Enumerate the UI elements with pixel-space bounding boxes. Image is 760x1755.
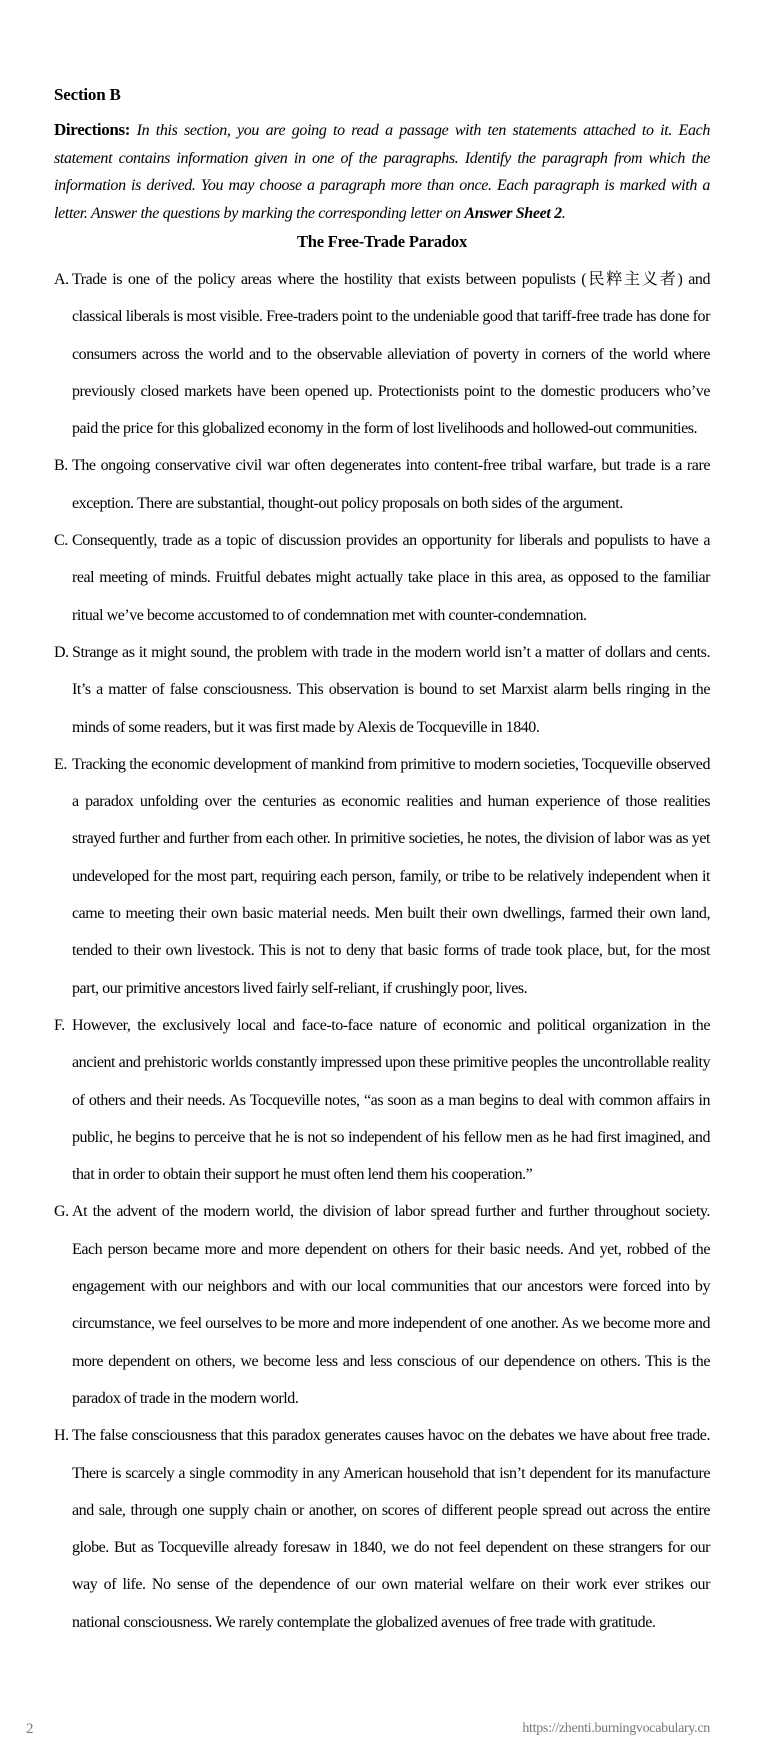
paragraph-letter: H. [54, 1427, 69, 1445]
paragraph-a [54, 261, 710, 447]
source-url: https://zhenti.burningvocabulary.cn [522, 1721, 710, 1736]
paragraph-d [54, 634, 710, 746]
paragraph-text: Trade is one of the policy areas where the hostility that exists between populists (民粹主义者) and classical liberals is most visible. Free-traders point to the undeniable good that tariff-free trade has done for consumers across the world and to the observable alleviation of poverty in corners of the world where previously closed markets have been opened up. Protectionists point to the domestic producers who’ve paid the price for this globalized economy in the form of lost livelihoods and hollowed-out communities. [72, 271, 710, 438]
directions-end: . [561, 204, 566, 222]
paragraph-letter: A. [54, 271, 69, 288]
page-number: 2 [26, 1721, 34, 1737]
paragraph-g [54, 1193, 710, 1417]
paragraph-letter: G. [54, 1203, 69, 1221]
paragraph-letter: F. [54, 1016, 65, 1034]
paragraph-letter: D. [54, 643, 69, 661]
answer-sheet-reference: Answer Sheet 2 [464, 204, 562, 222]
directions-text: In this section, you are going to read a passage with ten statements attached to it. Each statement contains information given in one of the paragraphs. Identify the paragraph from which the information is derived. You may choose a paragraph more than once. Each paragraph is marked with a letter. Answer the questions by marking the corresponding letter on [54, 122, 710, 222]
paragraph-letter: C. [54, 532, 68, 550]
paragraph-text: Consequently, trade as a topic of discussion provides an opportunity for liberals and populists to have a real meeting of minds. Fruitful debates might actually take place in this area, as opposed to the familiar ritual we’ve become accustomed to of condemnation met with counter-condemnation. [72, 532, 710, 624]
paragraph-text: The false consciousness that this paradox generates causes havoc on the debates we have about free trade. There is scarcely a single commodity in any American household that isn’t dependent for its manufacture and sale, through one supply chain or another, on scores of different people spread out across the entire globe. But as Tocqueville already foresaw in 1840, we do not feel dependent on these strangers for our way of life. No sense of the dependence of our own material welfare on their work ever strikes our national consciousness. We rarely contemplate the globalized avenues of free trade with gratitude. [72, 1427, 710, 1631]
paragraph-text: However, the exclusively local and face-to-face nature of economic and political organization in the ancient and prehistoric worlds constantly impressed upon these primitive peoples the uncontrollable reality of others and their needs. As Tocqueville notes, “as soon as a man begins to deal with common affairs in public, he begins to perceive that he is not so independent of his fellow men as he had first imagined, and that in order to obtain their support he must often lend them his cooperation.” [72, 1016, 710, 1184]
directions-label: Directions: [54, 120, 131, 139]
passage-title: The Free-Trade Paradox [296, 232, 468, 251]
paragraph-letter: E. [54, 755, 67, 773]
page-content [54, 78, 710, 1641]
section-title: Section B [54, 85, 121, 104]
passage-body [54, 261, 710, 1641]
paragraph-f [54, 1007, 710, 1193]
paragraph-text: Tracking the economic development of mankind from primitive to modern societies, Tocqueville observed a paradox unfolding over the centuries as economic realities and human experience of those realities strayed further and further from each other. In primitive societies, he notes, the division of labor was as yet undeveloped for the most part, requiring each person, family, or tribe to be relatively independent when it came to meeting their own basic material needs. Men built their own dwellings, farmed their own land, tended to their own livestock. This is not to deny that basic forms of trade took place, but, for the most part, our primitive ancestors lived fairly self-reliant, if crushingly poor, lives. [72, 755, 710, 997]
paragraph-text: Strange as it might sound, the problem with trade in the modern world isn’t a matter of dollars and cents. It’s a matter of false consciousness. This observation is bound to set Marxist alarm bells ringing in the minds of some readers, but it was first made by Alexis de Tocqueville in 1840. [72, 643, 710, 736]
paragraph-text: The ongoing conservative civil war often degenerates into content-free tribal warfare, but trade is a rare exception. There are substantial, thought-out policy proposals on both sides of the argument. [72, 457, 710, 512]
directions [54, 116, 710, 227]
paragraph-letter: B. [54, 457, 68, 475]
paragraph-h [54, 1417, 710, 1641]
paragraph-text: At the advent of the modern world, the division of labor spread further and further throughout society. Each person became more and more dependent on others for their basic needs. And yet, robbed of the engagement with our neighbors and with our local communities that our ancestors were forced into by circumstance, we feel ourselves to be more and more independent of one another. As we become more and more dependent on others, we become less and less conscious of our dependence on others. This is the paradox of trade in the modern world. [72, 1203, 710, 1407]
paragraph-e [54, 746, 710, 1007]
paragraph-c [54, 522, 710, 634]
paragraph-b [54, 447, 710, 522]
